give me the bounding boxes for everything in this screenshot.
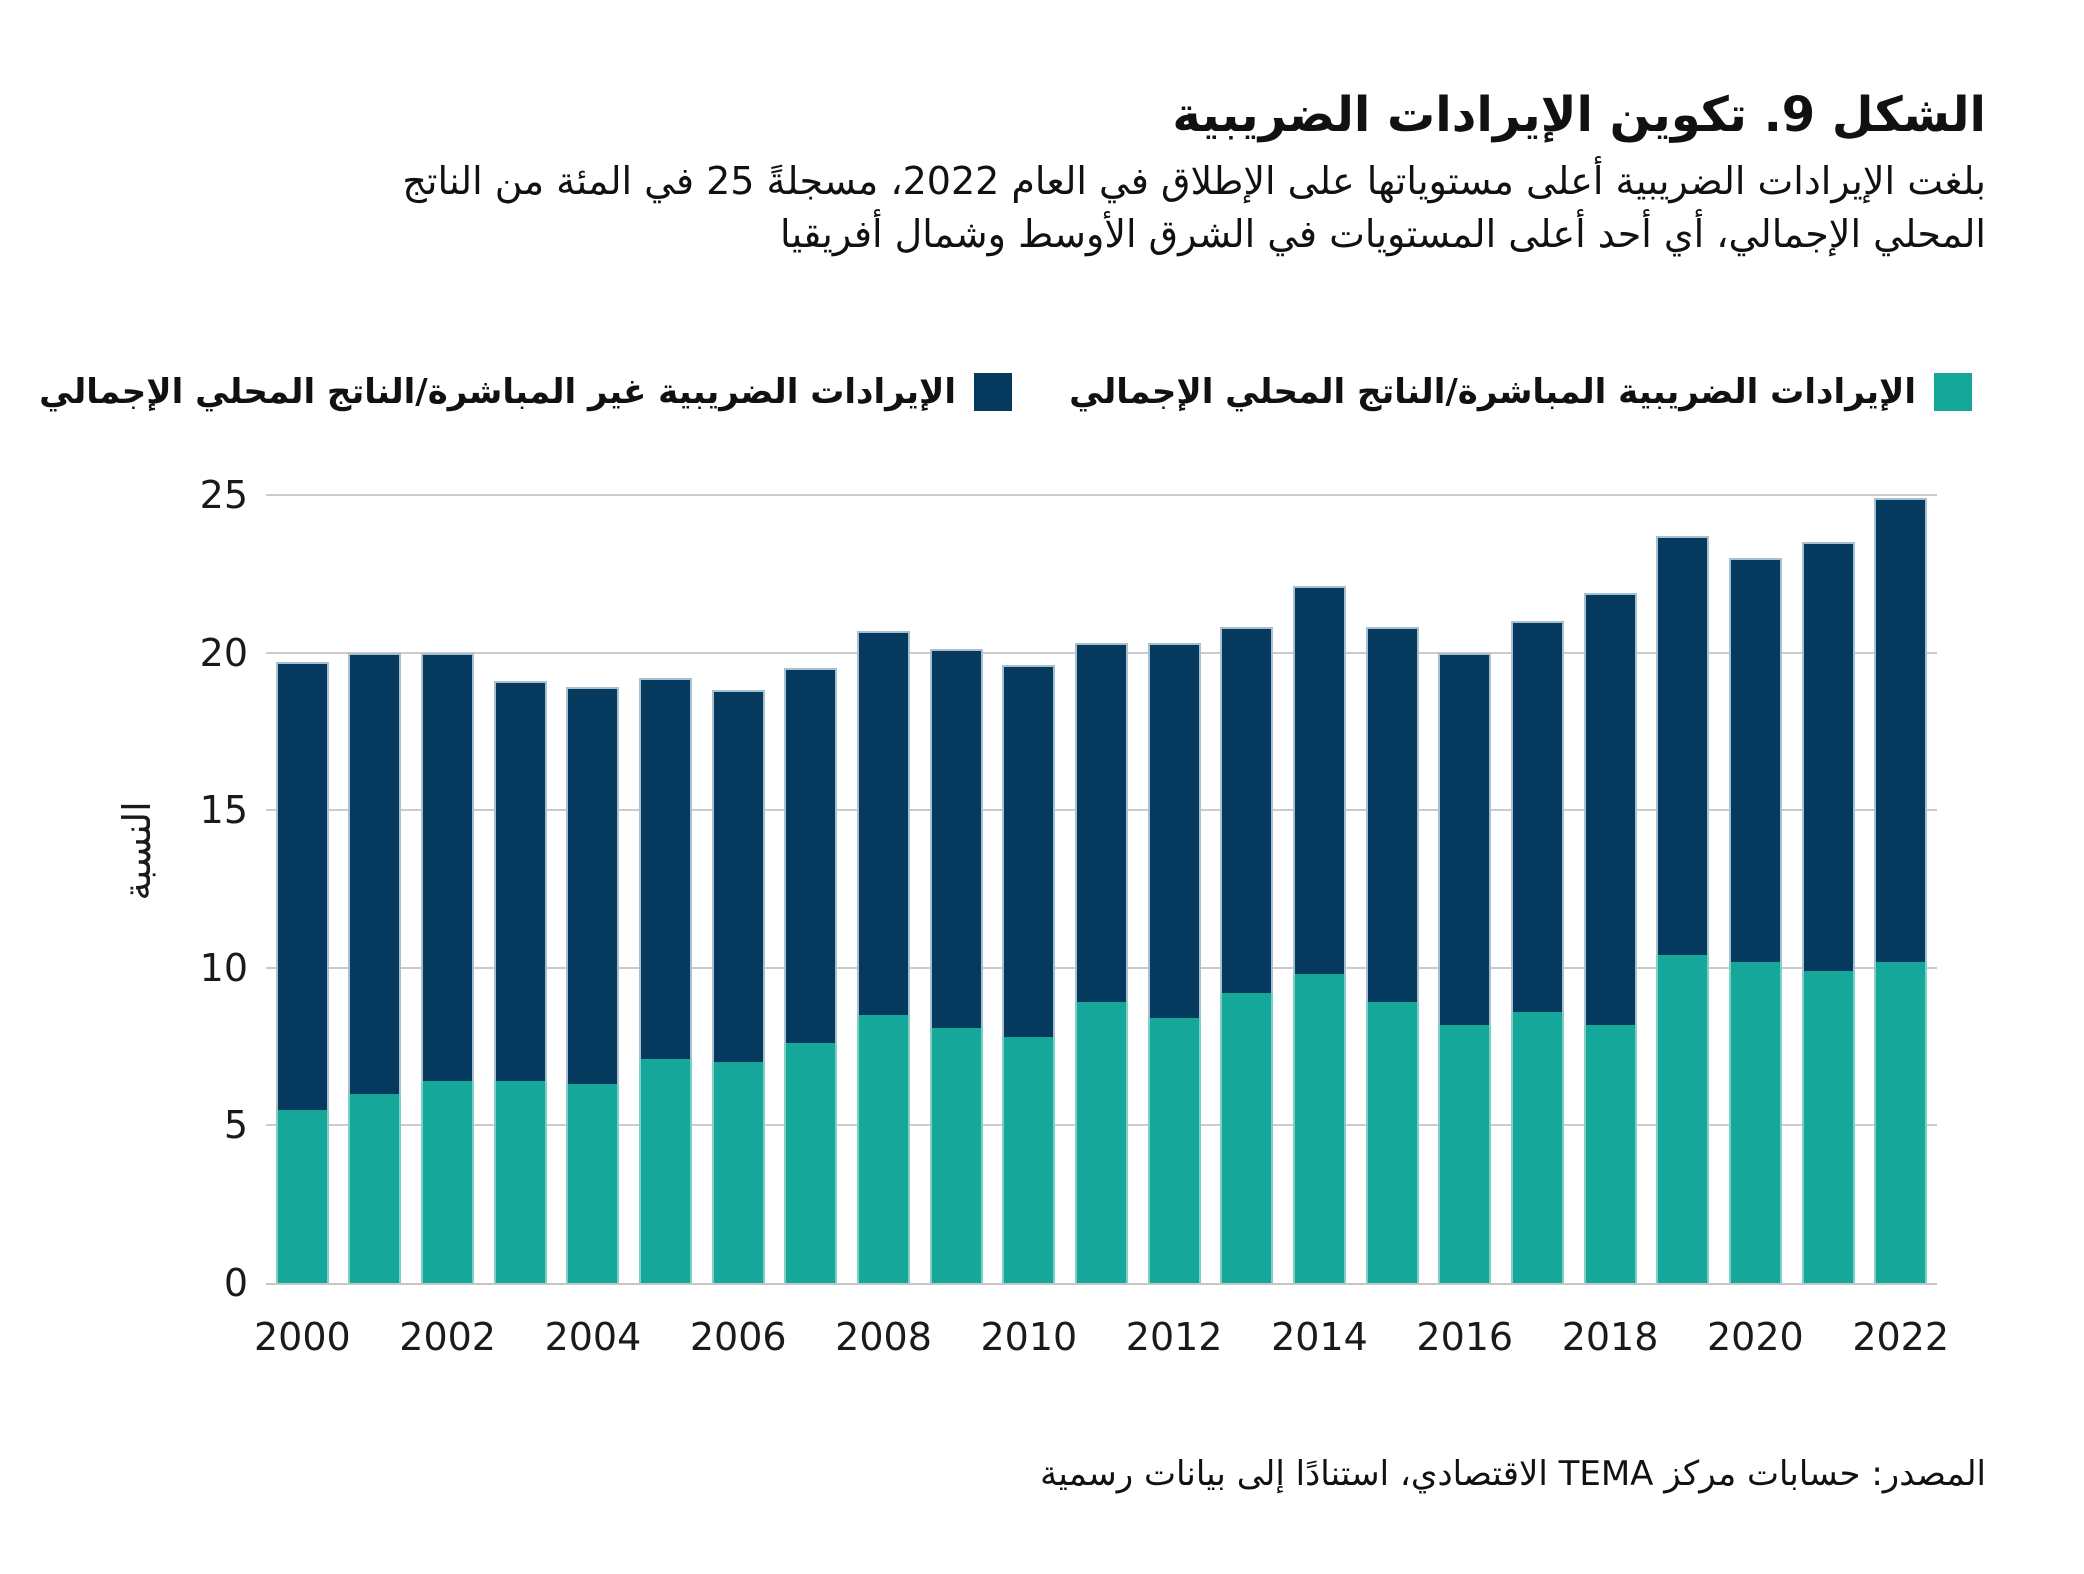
bar-2010 — [1002, 665, 1055, 1283]
source-note: المصدر: حسابات مركز TEMA الاقتصادي، استنادًا إلى بيانات رسمية — [1040, 1454, 1986, 1494]
bar-segment-indirect-2006 — [712, 690, 765, 1062]
x-tick-label-2004: 2004 — [544, 1315, 642, 1359]
bar-2012 — [1148, 643, 1201, 1283]
bar-segment-indirect-2016 — [1438, 653, 1491, 1025]
bar-segment-direct-2010 — [1002, 1037, 1055, 1283]
bar-segment-indirect-2003 — [494, 681, 547, 1081]
bar-segment-indirect-2015 — [1366, 627, 1419, 1002]
bar-segment-indirect-2019 — [1656, 536, 1709, 955]
bar-2013 — [1220, 627, 1273, 1283]
bar-2003 — [494, 681, 547, 1283]
bar-segment-indirect-2021 — [1802, 542, 1855, 971]
bar-2006 — [712, 690, 765, 1283]
gridline-25 — [266, 494, 1937, 496]
bar-2016 — [1438, 653, 1491, 1283]
bar-2007 — [784, 668, 837, 1283]
bar-segment-indirect-2004 — [566, 687, 619, 1084]
bar-segment-indirect-2000 — [276, 662, 329, 1110]
figure-subtitle — [402, 155, 1986, 261]
subtitle-line-1: بلغت الإيرادات الضريبية أعلى مستوياتها على الإطلاق في العام 2022، مسجلةً 25 في المئة من الناتج — [402, 159, 1986, 203]
bar-2018 — [1584, 593, 1637, 1283]
y-tick-label-20: 20 — [199, 630, 248, 675]
legend — [39, 372, 1972, 412]
bar-segment-indirect-2020 — [1729, 558, 1782, 961]
bar-2020 — [1729, 558, 1782, 1283]
y-axis-label: النسبة — [115, 801, 159, 901]
x-tick-label-2002: 2002 — [399, 1315, 496, 1359]
bar-2001 — [348, 653, 401, 1283]
bar-segment-indirect-2008 — [857, 631, 910, 1016]
bar-segment-direct-2019 — [1656, 955, 1709, 1283]
bar-segment-direct-2006 — [712, 1062, 765, 1283]
subtitle-line-2: المحلي الإجمالي، أي أحد أعلى المستويات في الشرق الأوسط وشمال أفريقيا — [780, 212, 1986, 257]
bar-segment-indirect-2012 — [1148, 643, 1201, 1018]
bar-segment-indirect-2018 — [1584, 593, 1637, 1025]
bar-segment-direct-2003 — [494, 1081, 547, 1283]
bar-segment-direct-2014 — [1293, 974, 1346, 1283]
x-tick-label-2008: 2008 — [835, 1315, 932, 1359]
bar-segment-direct-2011 — [1075, 1002, 1128, 1283]
bar-segment-direct-2022 — [1874, 962, 1927, 1284]
bar-2009 — [930, 649, 983, 1283]
x-tick-label-2022: 2022 — [1852, 1315, 1950, 1359]
bar-segment-indirect-2011 — [1075, 643, 1128, 1002]
x-tick-label-2020: 2020 — [1707, 1315, 1804, 1359]
bar-2015 — [1366, 627, 1419, 1283]
bar-2008 — [857, 631, 910, 1283]
bar-2017 — [1511, 621, 1564, 1283]
y-tick-label-10: 10 — [199, 945, 248, 990]
bar-segment-indirect-2009 — [930, 649, 983, 1027]
bar-segment-direct-2007 — [784, 1043, 837, 1283]
bar-segment-direct-2021 — [1802, 971, 1855, 1283]
figure-title: الشكل 9. تكوين الإيرادات الضريبية — [1172, 87, 1986, 144]
bar-segment-direct-2015 — [1366, 1002, 1419, 1283]
y-tick-label-5: 5 — [223, 1103, 248, 1148]
bar-segment-direct-2004 — [566, 1084, 619, 1283]
bar-segment-direct-2009 — [930, 1028, 983, 1283]
x-tick-label-2000: 2000 — [253, 1315, 351, 1359]
bar-segment-indirect-2022 — [1874, 498, 1927, 961]
bar-2002 — [421, 653, 474, 1283]
y-tick-label-25: 25 — [199, 473, 248, 517]
bar-segment-direct-2017 — [1511, 1012, 1564, 1283]
bar-segment-direct-2016 — [1438, 1025, 1491, 1283]
bar-segment-indirect-2017 — [1511, 621, 1564, 1012]
bar-segment-direct-2002 — [421, 1081, 474, 1283]
bar-2021 — [1802, 542, 1855, 1283]
bar-segment-direct-2001 — [348, 1094, 401, 1283]
x-tick-label-2016: 2016 — [1416, 1315, 1514, 1359]
legend-label-indirect: الإيرادات الضريبية غير المباشرة/الناتج المحلي الإجمالي — [39, 372, 956, 412]
bar-segment-direct-2020 — [1729, 962, 1782, 1284]
legend-entry-indirect-taxes — [39, 372, 1012, 412]
bar-segment-direct-2000 — [276, 1110, 329, 1283]
bar-2019 — [1656, 536, 1709, 1283]
legend-label-direct: الإيرادات الضريبية المباشرة/الناتج المحلي الإجمالي — [1069, 372, 1916, 412]
bar-2005 — [639, 678, 692, 1283]
legend-swatch-indirect-icon — [974, 373, 1012, 411]
bar-segment-direct-2018 — [1584, 1025, 1637, 1283]
bar-2000 — [276, 662, 329, 1283]
bar-2014 — [1293, 586, 1346, 1283]
bar-segment-indirect-2002 — [421, 653, 474, 1082]
bar-segment-direct-2008 — [857, 1015, 910, 1283]
bar-segment-indirect-2005 — [639, 678, 692, 1059]
bar-2004 — [566, 687, 619, 1283]
bar-segment-indirect-2007 — [784, 668, 837, 1043]
bar-segment-indirect-2010 — [1002, 665, 1055, 1037]
y-tick-label-15: 15 — [199, 788, 248, 833]
bar-segment-direct-2013 — [1220, 993, 1273, 1283]
x-tick-label-2018: 2018 — [1561, 1315, 1659, 1359]
bar-segment-indirect-2014 — [1293, 586, 1346, 974]
bar-2022 — [1874, 498, 1927, 1283]
x-tick-label-2014: 2014 — [1271, 1315, 1368, 1359]
legend-entry-direct-taxes — [1069, 372, 1972, 412]
chart-area — [0, 455, 2084, 1375]
bar-segment-direct-2005 — [639, 1059, 692, 1283]
plot-area — [199, 473, 1950, 1359]
bar-segment-direct-2012 — [1148, 1018, 1201, 1283]
bar-2011 — [1075, 643, 1128, 1283]
x-tick-label-2006: 2006 — [689, 1315, 787, 1359]
legend-swatch-direct-icon — [1934, 373, 1972, 411]
bar-segment-indirect-2013 — [1220, 627, 1273, 993]
bar-segment-indirect-2001 — [348, 653, 401, 1094]
y-tick-label-0: 0 — [223, 1261, 248, 1305]
x-tick-label-2012: 2012 — [1125, 1315, 1223, 1359]
x-tick-label-2010: 2010 — [980, 1315, 1078, 1359]
